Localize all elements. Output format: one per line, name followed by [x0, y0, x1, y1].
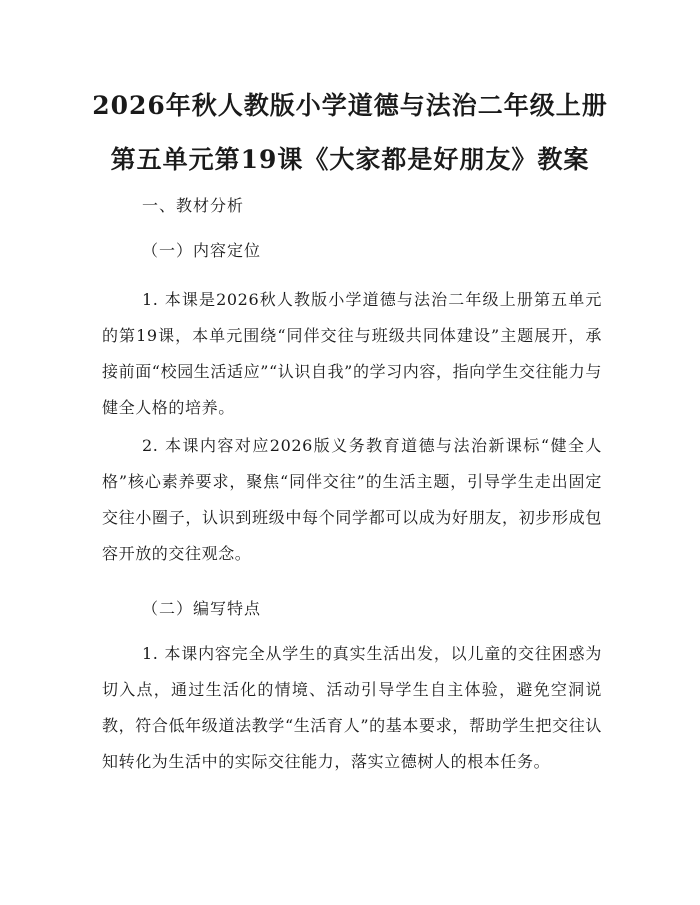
document-title-line-1: 2026年秋人教版小学道德与法治二年级上册 — [92, 91, 608, 120]
subsection-heading-content-positioning: （一）内容定位 — [142, 241, 262, 260]
paragraph: 2. 本课内容对应2026版义务教育道德与法治新课标“健全人格”核心素养要求，聚焦“同伴交往”的生活主题，引导学生走出固定交往小圈子，认识到班级中每个同学都可以成为好朋友，初步形成包容开放的交往观念。 — [102, 436, 602, 563]
section-heading-teaching-material-analysis: 一、教材分析 — [142, 196, 245, 215]
paragraph: 1. 本课是2026秋人教版小学道德与法治二年级上册第五单元的第19课，本单元围绕“同伴交往与班级共同体建设”主题展开，承接前面“校园生活适应”“认识自我”的学习内容，指向学生交往能力与健全人格的培养。 — [102, 290, 602, 417]
paragraph: 1. 本课内容完全从学生的真实生活出发，以儿童的交往困惑为切入点，通过生活化的情境、活动引导学生自主体验，避免空洞说教，符合低年级道法教学“生活育人”的基本要求，帮助学生把交往认知转化为生活中的实际交往能力，落实立德树人的根本任务。 — [102, 644, 602, 771]
subsection-heading-writing-features: （二）编写特点 — [142, 599, 262, 618]
document-title-line-2: 第五单元第19课《大家都是好朋友》教案 — [110, 145, 590, 174]
